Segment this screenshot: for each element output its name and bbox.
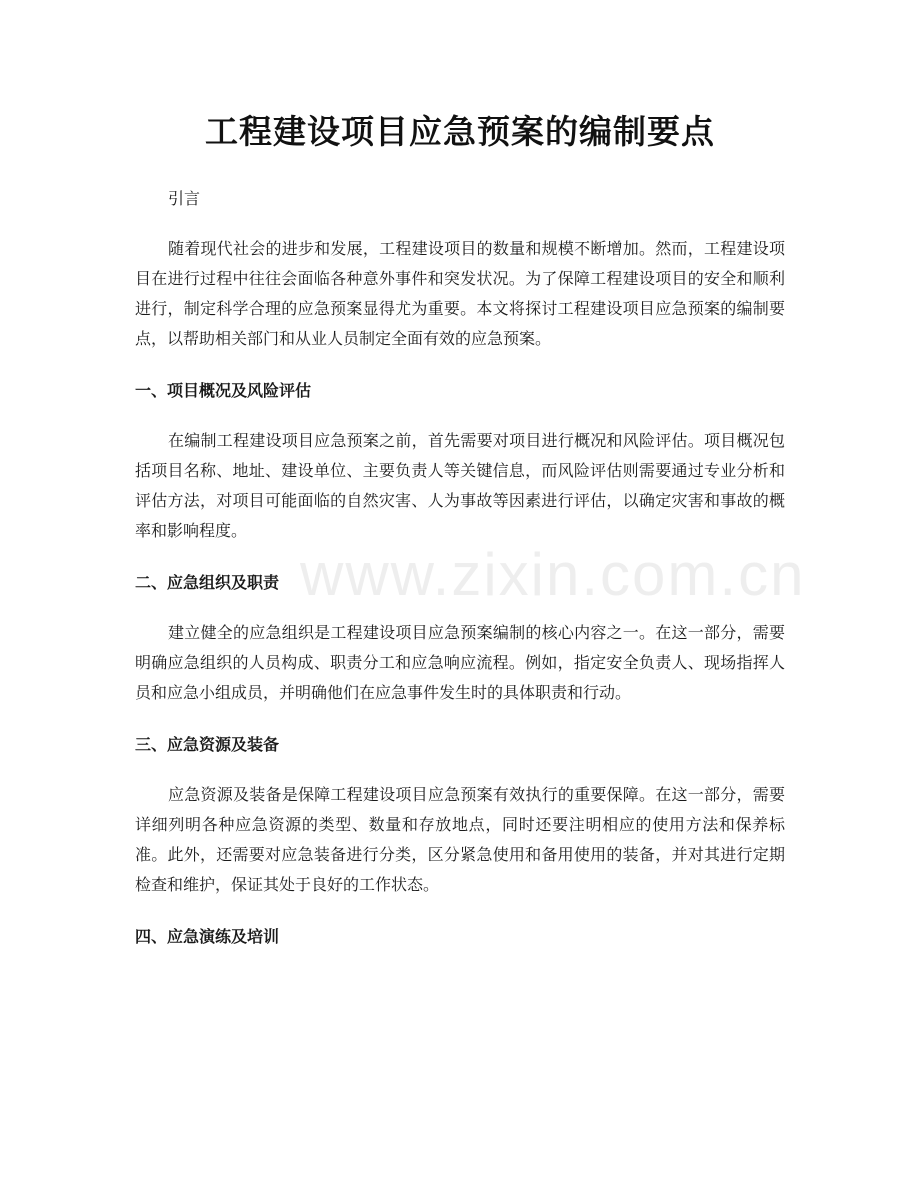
document-page bbox=[135, 0, 785, 1191]
section-heading-3: 三、应急资源及装备 bbox=[135, 735, 280, 754]
section-paragraph-1: 在编制工程建设项目应急预案之前，首先需要对项目进行概况和风险评估。项目概况包括项目名称、地址、建设单位、主要负责人等关键信息，而风险评估则需要通过专业分析和评估方法，对项目可能面临的自然灾害、人为事故等因素进行评估，以确定灾害和事故的概率和影响程度。 bbox=[135, 431, 785, 540]
intro-paragraph: 随着现代社会的进步和发展，工程建设项目的数量和规模不断增加。然而，工程建设项目在进行过程中往往会面临各种意外事件和突发状况。为了保障工程建设项目的安全和顺利进行，制定科学合理的应急预案显得尤为重要。本文将探讨工程建设项目应急预案的编制要点，以帮助相关部门和从业人员制定全面有效的应急预案。 bbox=[135, 239, 785, 348]
intro-label: 引言 bbox=[168, 189, 201, 208]
section-heading-1: 一、项目概况及风险评估 bbox=[135, 381, 312, 400]
section-paragraph-2: 建立健全的应急组织是工程建设项目应急预案编制的核心内容之一。在这一部分，需要明确应急组织的人员构成、职责分工和应急响应流程。例如，指定安全负责人、现场指挥人员和应急小组成员，并明确他们在应急事件发生时的具体职责和行动。 bbox=[135, 623, 785, 702]
watermark: www.zixin.com.cn bbox=[300, 541, 806, 608]
section-paragraph-3: 应急资源及装备是保障工程建设项目应急预案有效执行的重要保障。在这一部分，需要详细列明各种应急资源的类型、数量和存放地点，同时还要注明相应的使用方法和保养标准。此外，还需要对应急装备进行分类，区分紧急使用和备用使用的装备，并对其进行定期检查和维护，保证其处于良好的工作状态。 bbox=[135, 785, 785, 894]
section-heading-2: 二、应急组织及职责 bbox=[135, 573, 280, 592]
section-heading-4: 四、应急演练及培训 bbox=[135, 927, 280, 946]
document-title: 工程建设项目应急预案的编制要点 bbox=[205, 112, 715, 151]
